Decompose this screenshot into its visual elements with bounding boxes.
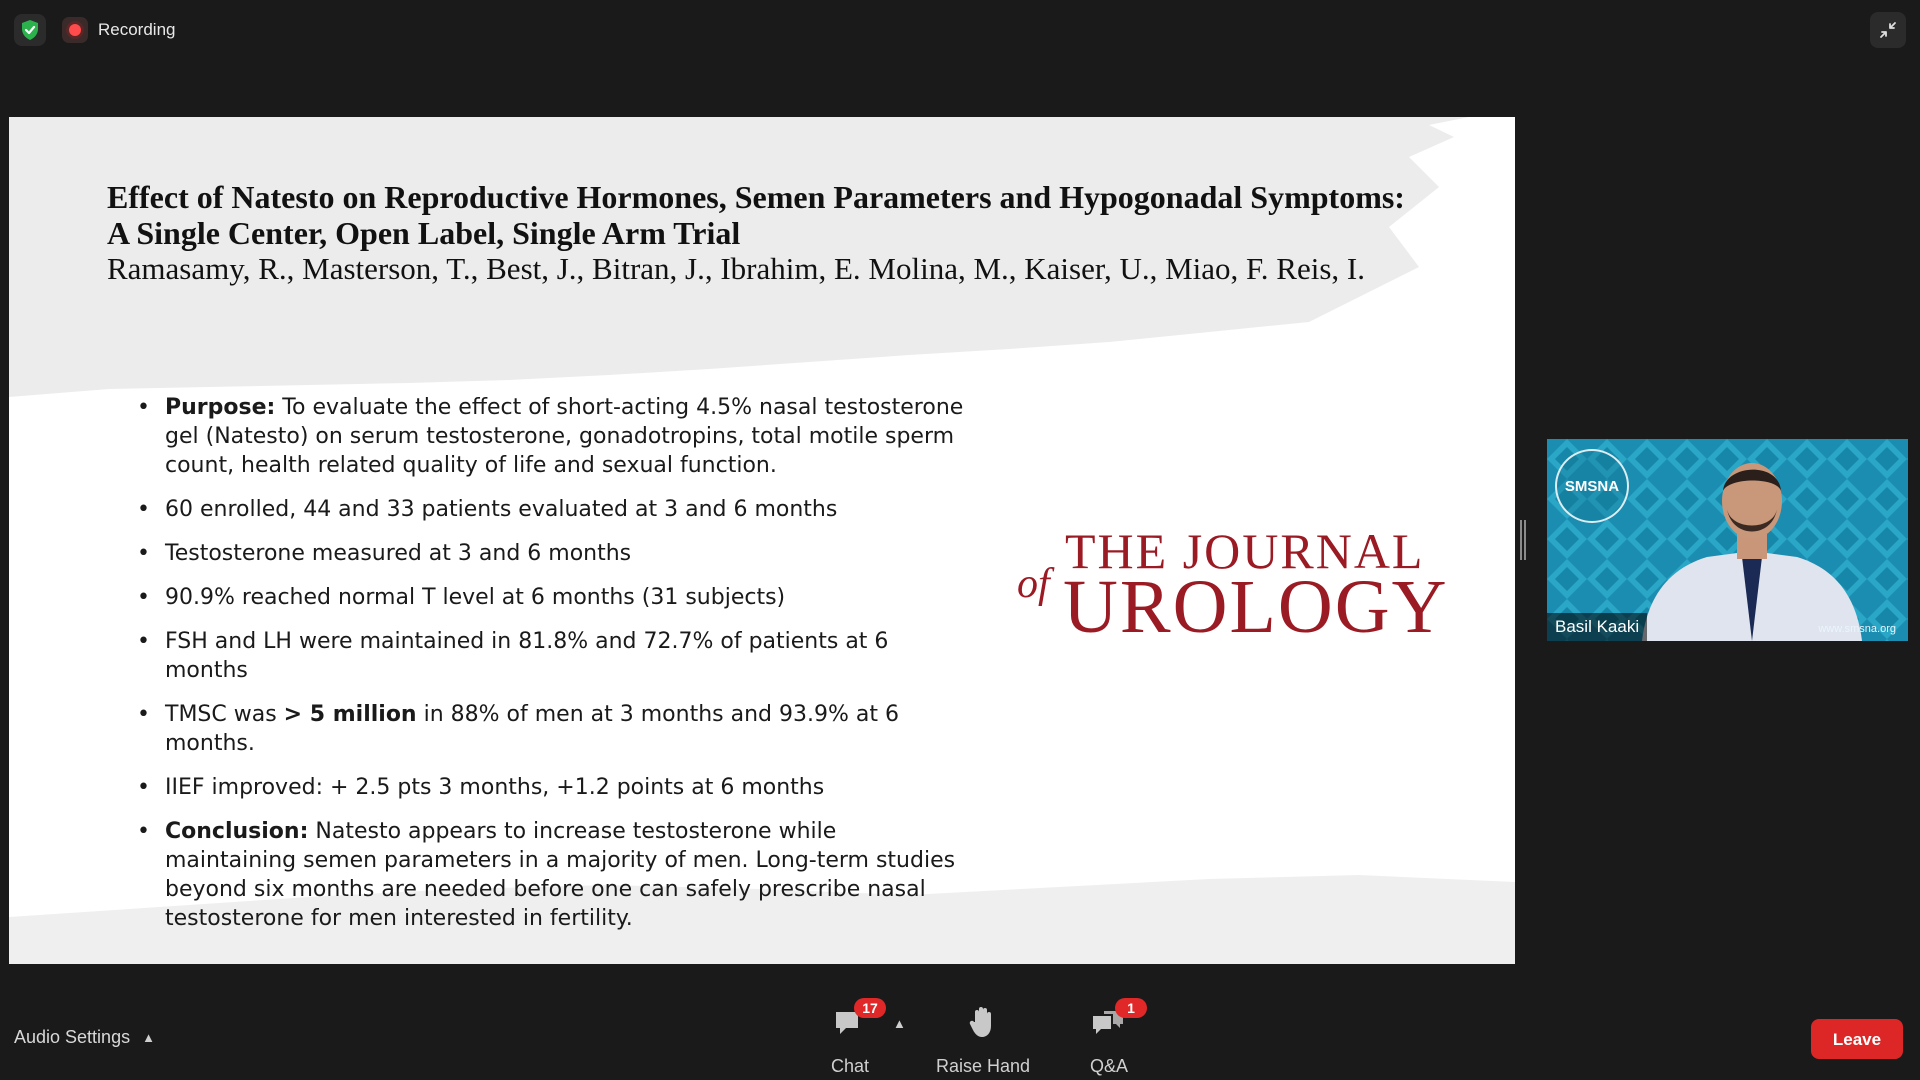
exit-fullscreen-icon (1878, 20, 1898, 40)
chat-label: Chat (830, 1056, 870, 1076)
bullet-tmsc: • TMSC was > 5 million in 88% of men at 3 months and 93.9% at 6 months. (129, 700, 969, 758)
qa-button[interactable] (1054, 1002, 1164, 1076)
chat-options-chevron-icon[interactable]: ▲ (893, 1016, 906, 1031)
meeting-top-bar (0, 0, 1920, 60)
chat-button[interactable] (795, 1002, 905, 1076)
leave-button[interactable]: Leave (1811, 1019, 1903, 1059)
participant-video-tile[interactable] (1547, 439, 1908, 641)
bullet-fsh-lh: • FSH and LH were maintained in 81.8% and 72.7% of patients at 6 months (129, 627, 969, 685)
participant-name-tag: Basil Kaaki (1547, 613, 1647, 641)
journal-of-urology-logo: THE JOURNAL of UROLOGY (1017, 523, 1449, 649)
bullet-iief: • IIEF improved: + 2.5 pts 3 months, +1.2 points at 6 months (129, 773, 969, 802)
raise-hand-icon (963, 1002, 1003, 1042)
video-watermark: www.smsna.org (1818, 623, 1896, 635)
recording-icon (62, 17, 88, 43)
audio-settings-button[interactable] (14, 1027, 155, 1048)
qa-label: Q&A (1089, 1056, 1128, 1076)
chevron-up-icon: ▲ (142, 1030, 155, 1045)
recording-indicator[interactable] (62, 14, 176, 46)
bullet-conclusion: • Conclusion: Natesto appears to increase testosterone while maintaining semen parameters in a majority of men. Long-term studies beyond six months are needed before one can safely prescribe nasal testosterone for men interested in fertility. (129, 817, 969, 933)
security-shield-icon[interactable] (14, 14, 46, 46)
slide-bullet-list (129, 393, 969, 948)
exit-fullscreen-button[interactable] (1870, 12, 1906, 48)
panel-resize-handle[interactable] (1520, 520, 1526, 560)
chat-unread-badge: 17 (854, 998, 886, 1018)
smsna-logo: SMSNA (1555, 449, 1629, 523)
qa-icon (1089, 1000, 1135, 1042)
bullet-purpose: • Purpose: To evaluate the effect of short-acting 4.5% nasal testosterone gel (Natesto) on serum testosterone, gonadotropins, total motile sperm count, health related quality of life and sexual function. (129, 393, 969, 480)
bullet-enrolled: • 60 enrolled, 44 and 33 patients evaluated at 3 and 6 months (129, 495, 969, 524)
slide-authors: Ramasamy, R., Masterson, T., Best, J., Bitran, J., Ibrahim, E. Molina, M., Kaiser, U., Miao, F. Reis, I. (107, 251, 1365, 286)
raise-hand-button[interactable] (928, 1002, 1038, 1076)
slide-title: Effect of Natesto on Reproductive Hormones, Semen Parameters and Hypogonadal Symptoms: A Single Center, Open Label, Single Arm Trial (107, 179, 1405, 251)
audio-settings-label: Audio Settings (14, 1027, 131, 1047)
chat-icon (830, 1000, 878, 1042)
recording-label: Recording (98, 20, 176, 39)
shared-slide (9, 117, 1515, 964)
raise-hand-label: Raise Hand (935, 1056, 1031, 1076)
bullet-testosterone-measured: • Testosterone measured at 3 and 6 months (129, 539, 969, 568)
bullet-normal-t-level: • 90.9% reached normal T level at 6 months (31 subjects) (129, 583, 969, 612)
qa-unread-badge: 1 (1115, 998, 1147, 1018)
